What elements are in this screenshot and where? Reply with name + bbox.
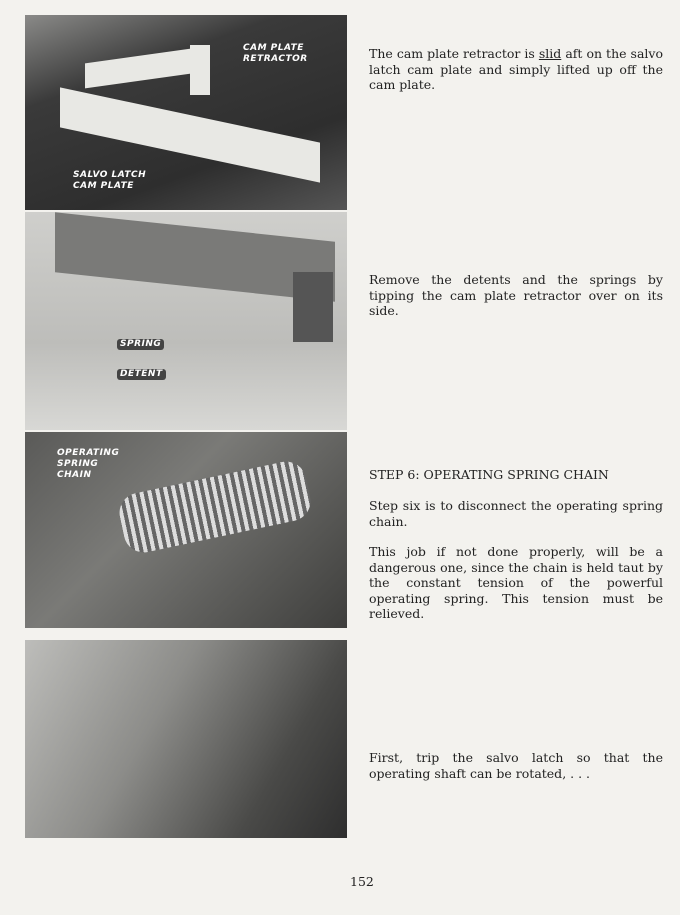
label-cam-plate-retractor: CAM PLATE RETRACTOR: [243, 43, 308, 64]
photo-springs-detents: [25, 212, 347, 430]
paragraph-danger: This job if not done properly, will be a dangerous one, since the chain is held taut by the constant tension of the powerful operating spring. This tension must be relieved.: [369, 544, 663, 621]
paragraph-step-six: Step six is to disconnect the operating spring chain.: [369, 498, 663, 529]
paragraph-detents: Remove the detents and the springs by tipping the cam plate retractor over on its side.: [369, 272, 663, 318]
label-operating-spring-chain: OPERATING SPRING CHAIN: [57, 448, 120, 480]
page-number: 152: [350, 874, 374, 889]
photo-operating-spring: [25, 432, 347, 628]
label-salvo-latch-cam-plate: SALVO LATCH CAM PLATE: [73, 170, 147, 191]
photo-cam-plate-retractor: [25, 15, 347, 210]
label-detent: DETENT: [117, 369, 166, 380]
step-heading: STEP 6: OPERATING SPRING CHAIN: [369, 467, 609, 482]
paragraph-trip-latch: First, trip the salvo latch so that the operating shaft can be rotated, . . .: [369, 750, 663, 781]
label-spring: SPRING: [117, 339, 164, 350]
paragraph-cam-plate: The cam plate retractor is slid aft on the salvo latch cam plate and simply lifted up off the cam plate.: [369, 46, 664, 92]
photo-salvo-latch: [25, 640, 347, 838]
